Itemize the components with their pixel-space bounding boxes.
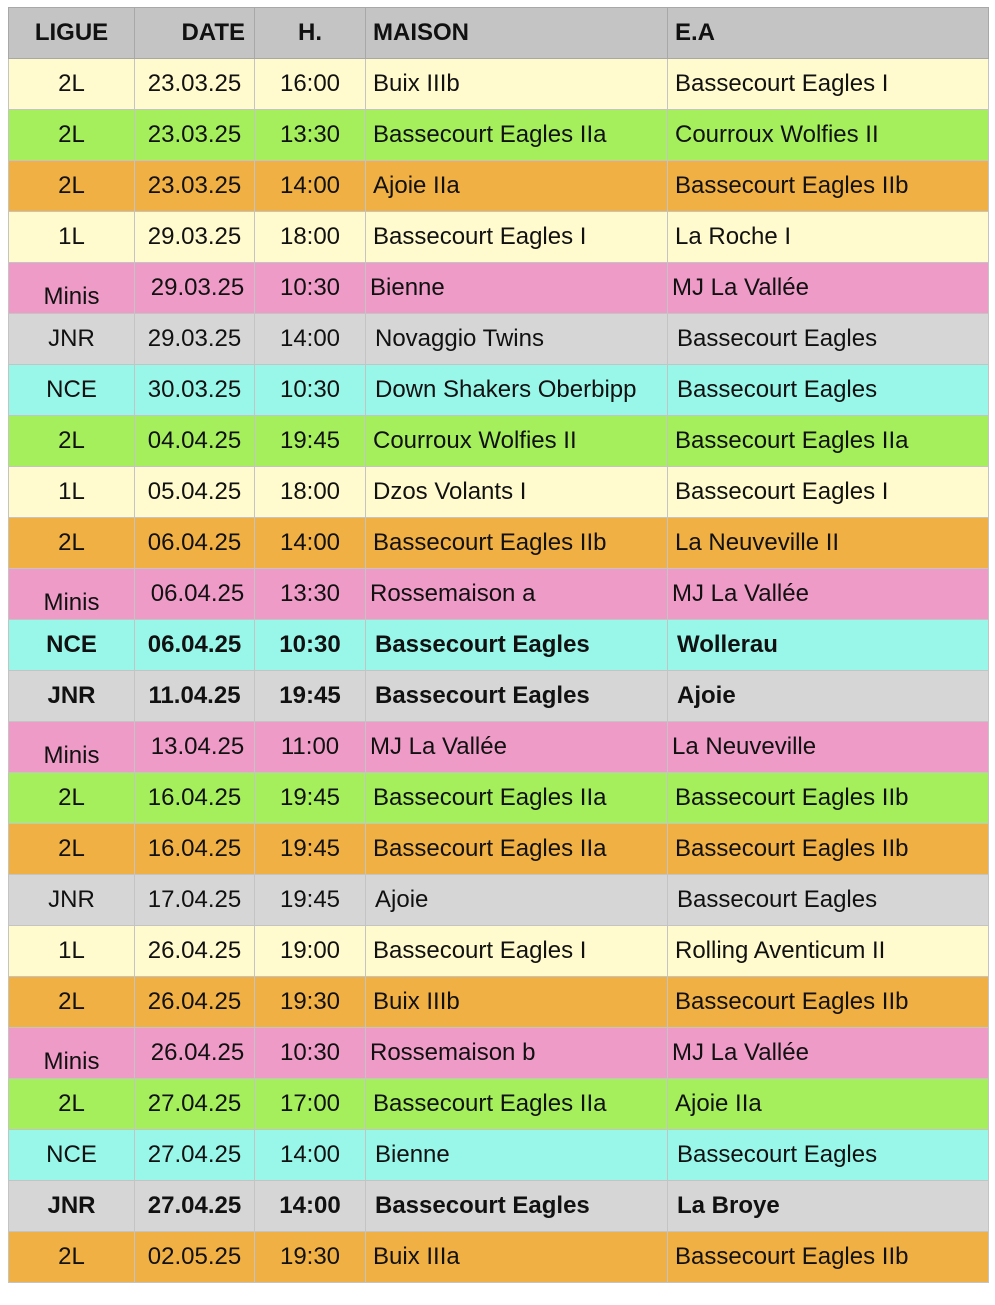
cell-time[interactable]: 19:30 xyxy=(255,977,366,1028)
table-row xyxy=(9,416,989,467)
cell-ligue[interactable]: 2L xyxy=(9,161,135,212)
cell-date[interactable]: 16.04.25 xyxy=(135,824,255,875)
cell-ligue[interactable]: 1L xyxy=(9,212,135,263)
cell-home-team[interactable]: Novaggio Twins xyxy=(366,314,668,365)
cell-ligue[interactable]: NCE xyxy=(9,365,135,416)
header-away[interactable]: E.A xyxy=(668,8,989,59)
cell-date[interactable]: 06.04.25 xyxy=(135,569,255,620)
cell-time[interactable]: 10:30 xyxy=(255,263,366,314)
cell-away-team[interactable]: Ajoie xyxy=(668,671,989,722)
cell-ligue[interactable]: Minis xyxy=(9,263,135,314)
cell-away-team[interactable]: Bassecourt Eagles xyxy=(668,365,989,416)
cell-away-team[interactable]: Bassecourt Eagles IIb xyxy=(668,977,989,1028)
cell-date[interactable]: 29.03.25 xyxy=(135,263,255,314)
cell-time[interactable]: 14:00 xyxy=(255,161,366,212)
cell-date[interactable]: 23.03.25 xyxy=(135,161,255,212)
cell-date[interactable]: 06.04.25 xyxy=(135,518,255,569)
cell-date[interactable]: 05.04.25 xyxy=(135,467,255,518)
cell-away-team[interactable]: La Broye xyxy=(668,1181,989,1232)
cell-ligue[interactable]: 2L xyxy=(9,1079,135,1130)
cell-home-team[interactable]: Bienne xyxy=(366,263,668,314)
cell-away-team[interactable]: Bassecourt Eagles xyxy=(668,875,989,926)
cell-time[interactable]: 10:30 xyxy=(255,365,366,416)
cell-away-team[interactable]: MJ La Vallée xyxy=(668,1028,989,1079)
table-row xyxy=(9,518,989,569)
cell-time[interactable]: 19:45 xyxy=(255,875,366,926)
cell-away-team[interactable]: Bassecourt Eagles IIb xyxy=(668,1232,989,1283)
table-row xyxy=(9,212,989,263)
cell-home-team[interactable]: Down Shakers Oberbipp xyxy=(366,365,668,416)
cell-ligue[interactable]: 2L xyxy=(9,1232,135,1283)
cell-date[interactable]: 17.04.25 xyxy=(135,875,255,926)
cell-away-team[interactable]: Bassecourt Eagles xyxy=(668,1130,989,1181)
table-row xyxy=(9,824,989,875)
cell-home-team[interactable]: Bienne xyxy=(366,1130,668,1181)
cell-date[interactable]: 27.04.25 xyxy=(135,1130,255,1181)
cell-away-team[interactable]: Bassecourt Eagles I xyxy=(668,59,989,110)
cell-date[interactable]: 23.03.25 xyxy=(135,110,255,161)
cell-date[interactable]: 11.04.25 xyxy=(135,671,255,722)
cell-date[interactable]: 06.04.25 xyxy=(135,620,255,671)
cell-away-team[interactable]: La Neuveville II xyxy=(668,518,989,569)
cell-ligue[interactable]: Minis xyxy=(9,569,135,620)
cell-away-team[interactable]: Bassecourt Eagles IIb xyxy=(668,773,989,824)
cell-home-team[interactable]: Bassecourt Eagles xyxy=(366,671,668,722)
table-row xyxy=(9,1130,989,1181)
cell-date[interactable]: 29.03.25 xyxy=(135,212,255,263)
table-row xyxy=(9,467,989,518)
cell-home-team[interactable]: Bassecourt Eagles xyxy=(366,1181,668,1232)
cell-date[interactable]: 13.04.25 xyxy=(135,722,255,773)
cell-home-team[interactable]: Bassecourt Eagles IIa xyxy=(366,110,668,161)
table-row xyxy=(9,314,989,365)
cell-date[interactable]: 02.05.25 xyxy=(135,1232,255,1283)
cell-time[interactable]: 10:30 xyxy=(255,620,366,671)
cell-date[interactable]: 27.04.25 xyxy=(135,1181,255,1232)
table-row xyxy=(9,110,989,161)
cell-home-team[interactable]: Dzos Volants I xyxy=(366,467,668,518)
table-row xyxy=(9,569,989,620)
header-row xyxy=(9,8,989,59)
cell-home-team[interactable]: Bassecourt Eagles IIa xyxy=(366,824,668,875)
table-row xyxy=(9,977,989,1028)
cell-time[interactable]: 11:00 xyxy=(255,722,366,773)
cell-away-team[interactable]: Bassecourt Eagles xyxy=(668,314,989,365)
cell-away-team[interactable]: Bassecourt Eagles IIa xyxy=(668,416,989,467)
cell-date[interactable]: 29.03.25 xyxy=(135,314,255,365)
cell-home-team[interactable]: Bassecourt Eagles xyxy=(366,620,668,671)
cell-home-team[interactable]: Courroux Wolfies II xyxy=(366,416,668,467)
cell-home-team[interactable]: Bassecourt Eagles I xyxy=(366,926,668,977)
cell-home-team[interactable]: Bassecourt Eagles IIa xyxy=(366,773,668,824)
cell-away-team[interactable]: Bassecourt Eagles I xyxy=(668,467,989,518)
cell-ligue[interactable]: 2L xyxy=(9,59,135,110)
cell-ligue[interactable]: JNR xyxy=(9,875,135,926)
table-row xyxy=(9,365,989,416)
header-ligue[interactable]: LIGUE xyxy=(9,8,135,59)
table-row xyxy=(9,722,989,773)
header-date[interactable]: DATE xyxy=(135,8,255,59)
cell-time[interactable]: 13:30 xyxy=(255,569,366,620)
table-row xyxy=(9,671,989,722)
cell-home-team[interactable]: Buix IIIb xyxy=(366,977,668,1028)
table-row xyxy=(9,263,989,314)
cell-home-team[interactable]: Buix IIIa xyxy=(366,1232,668,1283)
cell-ligue[interactable]: 2L xyxy=(9,773,135,824)
cell-away-team[interactable]: MJ La Vallée xyxy=(668,263,989,314)
table-row xyxy=(9,773,989,824)
cell-time[interactable]: 13:30 xyxy=(255,110,366,161)
cell-ligue[interactable]: JNR xyxy=(9,671,135,722)
cell-home-team[interactable]: MJ La Vallée xyxy=(366,722,668,773)
table-row xyxy=(9,1079,989,1130)
table-row xyxy=(9,161,989,212)
cell-time[interactable]: 14:00 xyxy=(255,1130,366,1181)
cell-time[interactable]: 16:00 xyxy=(255,59,366,110)
cell-time[interactable]: 18:00 xyxy=(255,212,366,263)
cell-time[interactable]: 18:00 xyxy=(255,467,366,518)
cell-date[interactable]: 23.03.25 xyxy=(135,59,255,110)
cell-ligue[interactable]: 2L xyxy=(9,824,135,875)
cell-ligue[interactable]: Minis xyxy=(9,1028,135,1079)
cell-ligue[interactable]: NCE xyxy=(9,1130,135,1181)
cell-time[interactable]: 19:45 xyxy=(255,773,366,824)
cell-date[interactable]: 04.04.25 xyxy=(135,416,255,467)
cell-ligue[interactable]: 2L xyxy=(9,518,135,569)
cell-home-team[interactable]: Buix IIIb xyxy=(366,59,668,110)
cell-ligue[interactable]: 1L xyxy=(9,926,135,977)
cell-away-team[interactable]: Bassecourt Eagles IIb xyxy=(668,824,989,875)
cell-ligue[interactable]: JNR xyxy=(9,1181,135,1232)
header-time[interactable]: H. xyxy=(255,8,366,59)
cell-time[interactable]: 14:00 xyxy=(255,1181,366,1232)
table-row xyxy=(9,875,989,926)
cell-date[interactable]: 30.03.25 xyxy=(135,365,255,416)
schedule-table xyxy=(8,7,989,1283)
cell-date[interactable]: 26.04.25 xyxy=(135,977,255,1028)
table-row xyxy=(9,1028,989,1079)
header-home[interactable]: MAISON xyxy=(366,8,668,59)
cell-time[interactable]: 19:45 xyxy=(255,671,366,722)
cell-home-team[interactable]: Ajoie xyxy=(366,875,668,926)
cell-ligue[interactable]: Minis xyxy=(9,722,135,773)
table-row xyxy=(9,620,989,671)
cell-away-team[interactable]: Ajoie IIa xyxy=(668,1079,989,1130)
cell-time[interactable]: 19:30 xyxy=(255,1232,366,1283)
cell-ligue[interactable]: NCE xyxy=(9,620,135,671)
cell-ligue[interactable]: 2L xyxy=(9,977,135,1028)
cell-ligue[interactable]: 1L xyxy=(9,467,135,518)
cell-ligue[interactable]: 2L xyxy=(9,416,135,467)
cell-time[interactable]: 19:00 xyxy=(255,926,366,977)
table-row xyxy=(9,926,989,977)
cell-away-team[interactable]: MJ La Vallée xyxy=(668,569,989,620)
cell-home-team[interactable]: Rossemaison b xyxy=(366,1028,668,1079)
cell-time[interactable]: 19:45 xyxy=(255,824,366,875)
cell-away-team[interactable]: La Neuveville xyxy=(668,722,989,773)
table-row xyxy=(9,1232,989,1283)
cell-ligue[interactable]: JNR xyxy=(9,314,135,365)
table-row xyxy=(9,1181,989,1232)
cell-home-team[interactable]: Bassecourt Eagles IIb xyxy=(366,518,668,569)
cell-date[interactable]: 27.04.25 xyxy=(135,1079,255,1130)
cell-ligue[interactable]: 2L xyxy=(9,110,135,161)
table-row xyxy=(9,59,989,110)
cell-home-team[interactable]: Bassecourt Eagles I xyxy=(366,212,668,263)
cell-away-team[interactable]: Courroux Wolfies II xyxy=(668,110,989,161)
cell-date[interactable]: 26.04.25 xyxy=(135,926,255,977)
cell-away-team[interactable]: La Roche I xyxy=(668,212,989,263)
cell-time[interactable]: 14:00 xyxy=(255,314,366,365)
cell-away-team[interactable]: Rolling Aventicum II xyxy=(668,926,989,977)
cell-date[interactable]: 16.04.25 xyxy=(135,773,255,824)
cell-time[interactable]: 14:00 xyxy=(255,518,366,569)
cell-away-team[interactable]: Bassecourt Eagles IIb xyxy=(668,161,989,212)
cell-home-team[interactable]: Bassecourt Eagles IIa xyxy=(366,1079,668,1130)
cell-time[interactable]: 10:30 xyxy=(255,1028,366,1079)
cell-home-team[interactable]: Ajoie IIa xyxy=(366,161,668,212)
cell-time[interactable]: 17:00 xyxy=(255,1079,366,1130)
cell-away-team[interactable]: Wollerau xyxy=(668,620,989,671)
cell-home-team[interactable]: Rossemaison a xyxy=(366,569,668,620)
cell-date[interactable]: 26.04.25 xyxy=(135,1028,255,1079)
cell-time[interactable]: 19:45 xyxy=(255,416,366,467)
